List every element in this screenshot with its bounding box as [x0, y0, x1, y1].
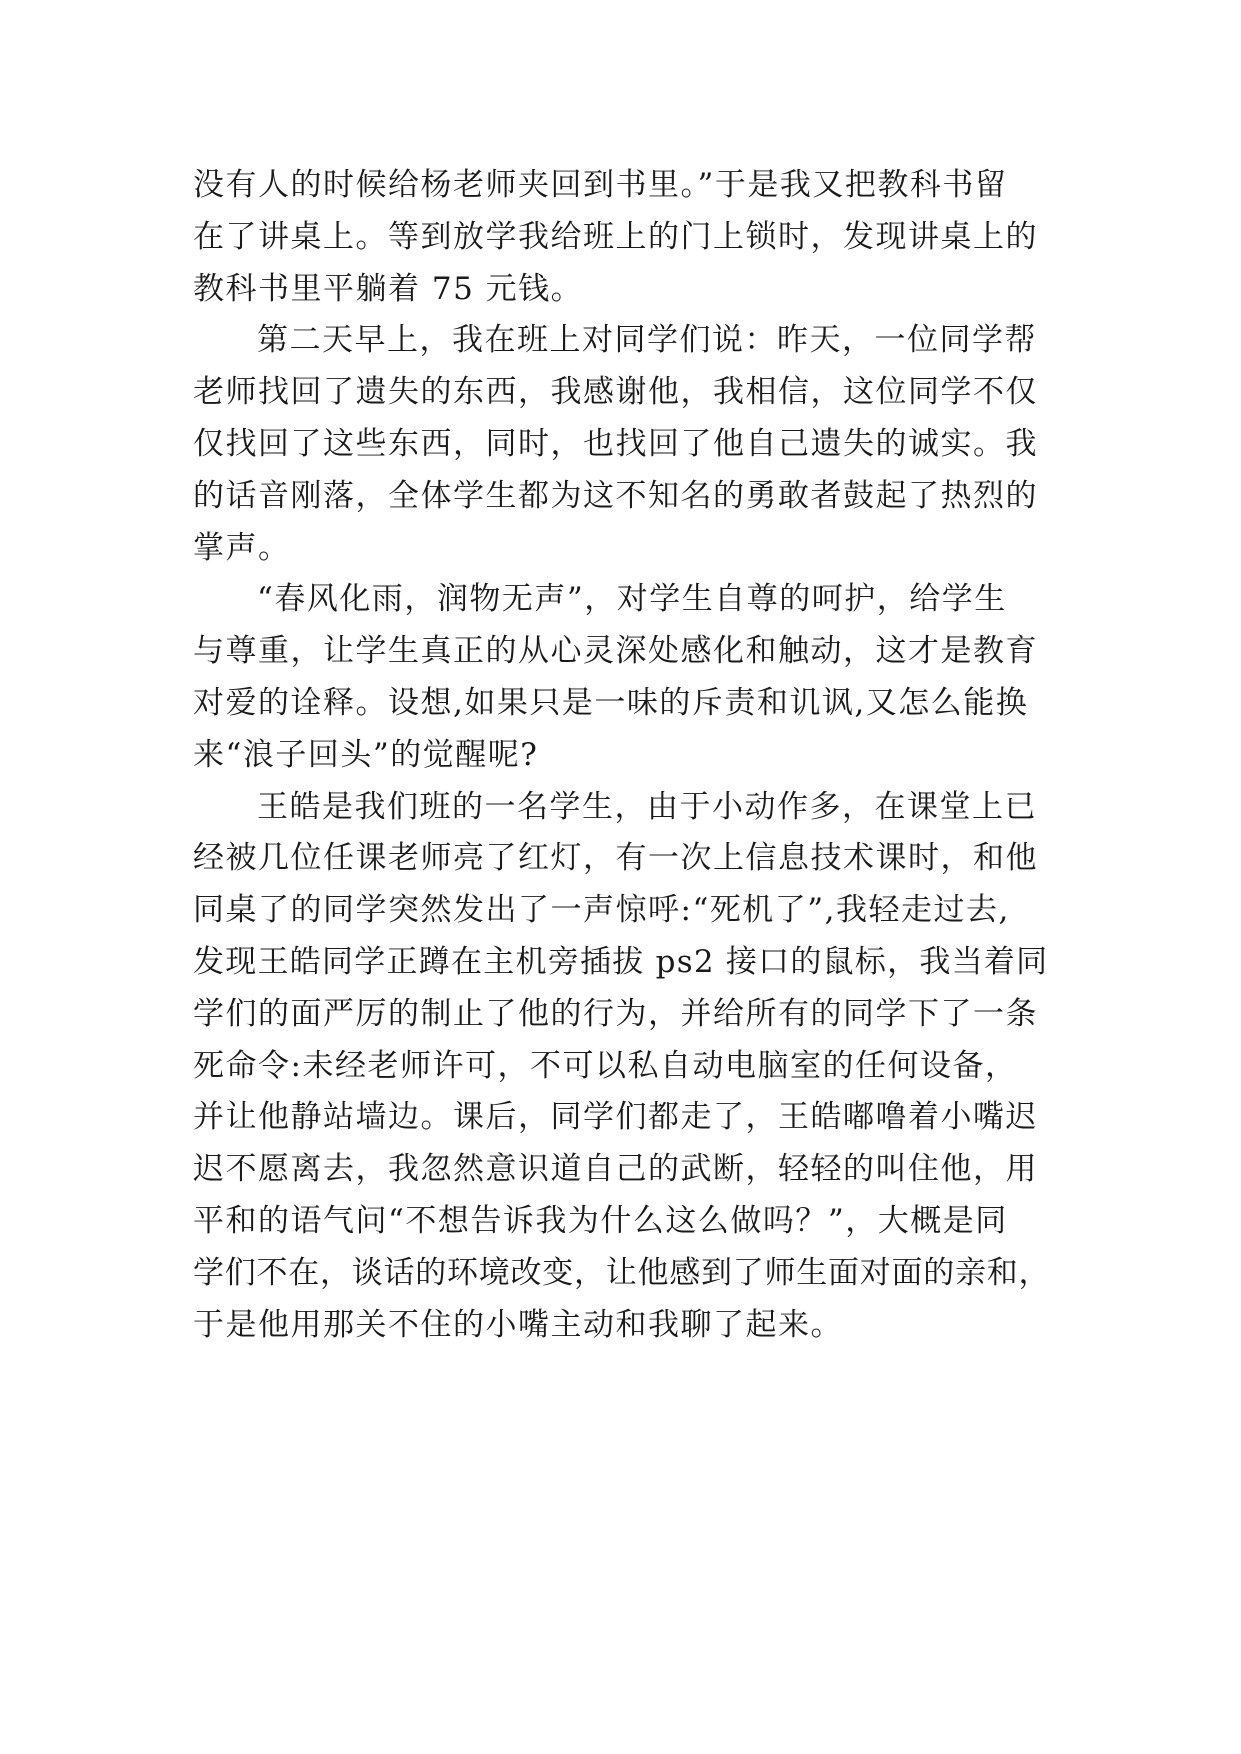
text-line-22: 学们不在，谈话的环境改变，让他感到了师生面对面的亲和， [193, 1254, 1051, 1291]
text-line-5: 老师找回了遗失的东西，我感谢他，我相信，这位同学不仅 [193, 374, 1038, 411]
text-line-15: 同桌了的同学突然发出了一声惊呼:“死机了”,我轻走过去, [193, 892, 1010, 929]
text-line-21: 平和的语气问“不想告诉我为什么这么做吗？”，大概是同 [193, 1202, 1008, 1239]
text-line-18: 死命令:未经老师许可，不可以私自动电脑室的任何设备， [193, 1047, 1018, 1084]
text-line-23: 于是他用那关不住的小嘴主动和我聊了起来。 [193, 1306, 843, 1343]
text-line-19: 并让他静站墙边。课后，同学们都走了，王皓嘟噜着小嘴迟 [193, 1099, 1038, 1136]
text-line-16: 发现王皓同学正蹲在主机旁插拔 ps2 接口的鼠标，我当着同 [193, 943, 1049, 980]
body-text [193, 160, 1053, 1351]
text-line-6: 仅找回了这些东西，同时，也找回了他自己遗失的诚实。我 [193, 425, 1038, 462]
text-line-3: 教科书里平躺着 75 元钱。 [193, 270, 584, 307]
text-line-2: 在了讲桌上。等到放学我给班上的门上锁时，发现讲桌上的 [193, 218, 1038, 255]
paragraph-start-line-9: “春风化雨，润物无声”，对学生自尊的呵护，给学生 [257, 581, 1007, 618]
paragraph-start-line-13: 王皓是我们班的一名学生，由于小动作多，在课堂上已 [257, 788, 1037, 825]
text-line-20: 迟不愿离去，我忽然意识道自己的武断，轻轻的叫住他，用 [193, 1151, 1038, 1188]
text-line-17: 学们的面严厉的制止了他的行为，并给所有的同学下了一条 [193, 995, 1038, 1032]
text-line-10: 与尊重，让学生真正的从心灵深处感化和触动，这才是教育 [193, 633, 1038, 670]
text-line-14: 经被几位任课老师亮了红灯，有一次上信息技术课时，和他 [193, 840, 1038, 877]
text-line-8: 掌声。 [193, 529, 291, 566]
text-line-11: 对爱的诠释。设想,如果只是一味的斥责和讥讽,又怎么能换 [193, 684, 1029, 721]
text-line-1: 没有人的时候给杨老师夹回到书里。”于是我又把教科书留 [193, 167, 1008, 203]
text-line-12: 来“浪子回头”的觉醒呢? [193, 736, 539, 773]
text-line-7: 的话音刚落，全体学生都为这不知名的勇敢者鼓起了热烈的 [193, 477, 1038, 514]
paragraph-start-line-4: 第二天早上，我在班上对同学们说：昨天，一位同学帮 [257, 322, 1037, 359]
